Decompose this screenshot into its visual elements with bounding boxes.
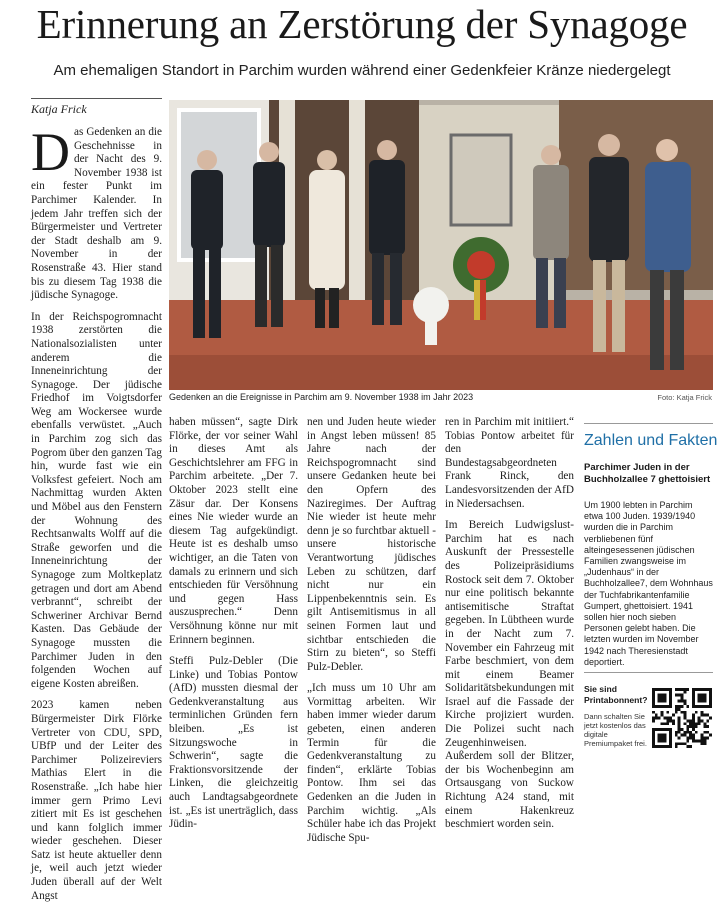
facts-divider — [584, 423, 713, 424]
photo-credit: Foto: Katja Frick — [657, 393, 712, 402]
headline: Erinnerung an Zerstörung der Synagoge — [36, 1, 688, 47]
article-photo — [169, 100, 713, 390]
paragraph: nen und Juden heute wieder in Angst leben müssen! 85 Jahre nach der Reichspogromnacht sind unsere Gedanken heute bei den Opfern des Naziregimes. Der Auftrag Nie wieder ist heute mehr denn je so furchtbar aktuell - unsere historische Verantwortung jüdisches Leben zu schützen, darf nicht nur ein Lippenbekenntnis sein. Es gilt Antisemitismus in all seinen Formen laut und sichtbar entschieden die Stirn zu bieten“, so Steffi Pulz-Debler. — [307, 416, 436, 673]
paragraph: Steffi Pulz-Debler (Die Linke) und Tobias Pontow (AfD) mussten diesmal der Gedenkveranstaltung aus terminlichen Gründen fern bleiben. „Es ist Sitzungswoche in Schwerin“, sagte die Fraktionsvorsitzende der Linken, die gleichzeitig auch Landtagsabgeordnete ist. „Es ist unerträglich, dass Jüdin- — [169, 655, 298, 831]
author-divider — [31, 98, 162, 99]
lead-text: as Gedenken an die Geschehnisse in der Nacht des 9. November 1938 ist ein fester Punkt im Parchimer Kalender. In jedem Jahr treffen sich der Bürgermeister und Vertreter der Stadt deshalb am 9. November in der Rosenstraße 43. Hier stand bis zu diesem Tag 1938 die jüdische Synagoge. — [31, 126, 162, 302]
paragraph: haben müssen“, sagte Dirk Flörke, der vor seiner Wahl in dieses Amt als Geschichtslehrer am FFG in Parchim arbeitete. „Der 7. Oktober 2023 stellt eine Zäsur dar. Der Konsens eines Nie wieder wurde an diesem Tag aufgekündigt. Heute ist es deshalb umso wichtiger, an die Taten von damals zu erinnern und sich entschieden für Versöhnung und gegen Hass auszusprechen.“ Denn Versöhnung könne nur mit Erinnern beginnen. — [169, 416, 298, 646]
memorial-photo-illustration — [169, 100, 713, 390]
article-column-2 — [169, 416, 298, 832]
paragraph: ren in Parchim mit initiiert.“ Tobias Pontow arbeitet für den Bundestagsabgeordneten Frank Rinck, den Landesvorsitzenden der AfD in Niedersachsen. — [445, 416, 574, 510]
facts-body: Um 1900 lebten in Parchim etwa 100 Juden. 1939/1940 wurden die in Parchim verbliebenen fünf alteingesessenen jüdischen Familien zwangsweise im „Judenhaus“ in der Buchholzallee7, dem Wohnhaus der Tuchfabrikantenfamilie Gumpert, ghettoisiert. 1941 sollen hier noch sieben Personen gelebt haben. Die letzten wurden im November 1942 nach Theresienstadt deportiert. — [584, 500, 713, 667]
facts-title: Zahlen und Fakten — [584, 432, 718, 449]
promo-body: Dann schalten Sie jetzt kostenlos das digitale Premiumpaket frei. — [584, 712, 647, 748]
facts-subtitle: Parchimer Juden in der Buchholzallee 7 ghettoisiert — [584, 462, 711, 485]
article-column-3 — [307, 416, 436, 845]
qr-code-icon[interactable] — [652, 688, 712, 748]
author-byline: Katja Frick — [31, 102, 87, 116]
paragraph: Im Bereich Ludwigslust-Parchim hat es nach Auskunft der Pressestelle des Polizeipräsidiums Rostock seit dem 7. Oktober nur eine politisch bekannte antisemitische Straftat gegeben. In Lübtheen wurde in der Nacht zum 7. November ein Fahrzeug mit Farbe beschmiert, von dem mit einem Beamer Solidaritätsbekundungen mit Israel auf die Fassade der Kirche projiziert wurden. Die Polizei sucht nach Zeugenhinweisen. Außerdem soll der Blitzer, der bis Wochenbeginn am Ortsausgang von Suckow Richtung A24 stand, mit einem Hakenkreuz beschmiert worden sein. — [445, 519, 574, 831]
promo-title: Sie sind Printabonnent? — [584, 684, 648, 705]
article-column-4 — [445, 416, 574, 832]
drop-cap: D — [31, 122, 70, 182]
article-column-1 — [31, 122, 162, 903]
photo-caption: Gedenken an die Ereignisse in Parchim am 9. November 1938 im Jahr 2023 — [169, 392, 474, 402]
paragraph: „Ich muss um 10 Uhr am Vormittag arbeiten. Wir haben immer wieder darum gebeten, einen anderen Termin für die Gedenkveranstaltung zu finden“, erklärte Tobias Pontow. Ihm sei das Gedenken an die Juden in Parchim wichtig. „Als Schüler habe ich das Projekt Jüdische Spu- — [307, 682, 436, 844]
subheadline: Am ehemaligen Standort in Parchim wurden während einer Gedenkfeier Kränze niedergelegt — [53, 62, 671, 79]
paragraph: 2023 kamen neben Bürgermeister Dirk Flörke Vertreter von CDU, SPD, UBfP und der Leiter des Parchimer Polizeireviers Mathias Elert in die Rosenstraße. „Ich habe hier immer gern Primo Levi zitiert mit Es ist geschehen und kann folglich immer wieder geschehen. Dieser Satz ist heute aktueller denn je, weil auch jetzt wieder Juden überall auf der Welt Angst — [31, 699, 162, 902]
paragraph: In der Reichspogromnacht 1938 zerstörten die Nationalsozialisten unter anderem die Inneneinrichtung der Synagoge. Der jüdische Friedhof im Voigtsdorfer Weg am Wockersee wurde ebenfalls verwüstet. „Auch in Parchim zog sich das Pogrom über den ganzen Tag hin, wurde fast wie ein Volksfest gefeiert. Noch am Nachmittag wurden Akten und Möbel aus den Fenstern der Wohnung des Rechtsanwalts Wolff auf die Straße geworfen und die Inneneinrichtung der Synagoge zum Moltkeplatz getragen und dort am Abend verbrannt“, schreibt der Schweriner Archivar Bernd Kasten. Das Gebäude der Synagoge mussten die Parchimer Juden in den folgenden Wochen auf eigene Kosten abreißen. — [31, 310, 162, 690]
promo-divider — [584, 672, 713, 673]
lead-paragraph — [31, 122, 162, 303]
